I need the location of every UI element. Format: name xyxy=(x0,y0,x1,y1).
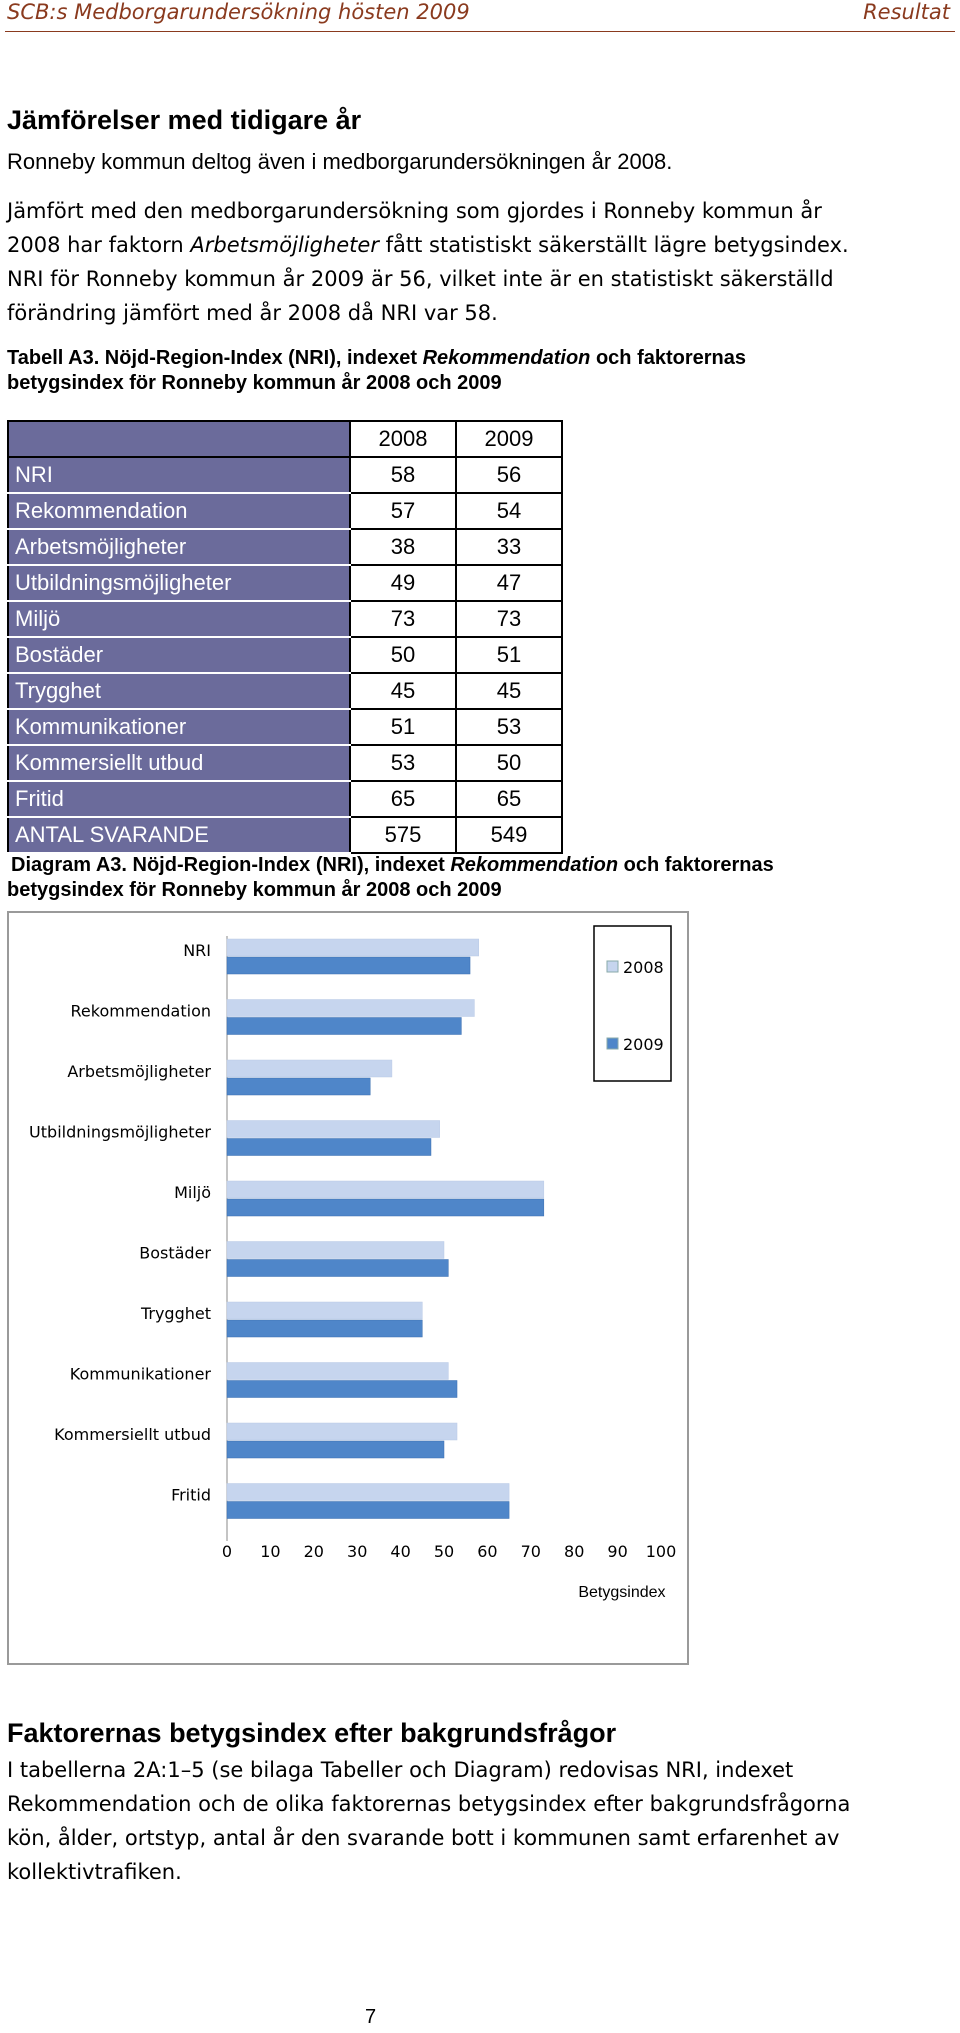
paragraph-line: kollektivtrafiken. xyxy=(7,1860,182,1884)
row-label: Utbildningsmöjligheter xyxy=(8,565,350,601)
value-2008: 51 xyxy=(350,709,456,745)
x-tick-label: 10 xyxy=(260,1542,281,1561)
bar-2009 xyxy=(227,1381,457,1398)
category-label: Arbetsmöjligheter xyxy=(67,1062,211,1081)
x-tick-label: 90 xyxy=(607,1542,628,1561)
bar-2008 xyxy=(227,1060,392,1077)
row-label: ANTAL SVARANDE xyxy=(8,817,350,853)
value-2009: 33 xyxy=(456,529,562,565)
value-2008: 50 xyxy=(350,637,456,673)
x-tick-label: 20 xyxy=(303,1542,324,1561)
bar-2008 xyxy=(227,1302,422,1319)
category-label: Bostäder xyxy=(139,1243,211,1263)
x-tick-label: 100 xyxy=(645,1542,677,1561)
bar-2008 xyxy=(227,1423,457,1440)
table-row xyxy=(8,601,562,637)
bar-2009 xyxy=(227,1139,431,1156)
value-2009: 47 xyxy=(456,565,562,601)
x-axis-label: Betygsindex xyxy=(578,1584,666,1601)
table-row xyxy=(8,745,562,781)
year-header: 2009 xyxy=(456,421,562,457)
section-heading: Jämförelser med tidigare år xyxy=(7,105,362,135)
header-rule xyxy=(5,31,955,32)
table-row xyxy=(8,673,562,709)
row-label: Bostäder xyxy=(8,637,350,673)
legend-label: 2009 xyxy=(623,1035,664,1054)
page-number: 7 xyxy=(365,2006,377,2028)
row-label: Kommunikationer xyxy=(8,709,350,745)
paragraph-line: I tabellerna 2A:1–5 (se bilaga Tabeller och Diagram) redovisas NRI, indexet xyxy=(7,1758,794,1782)
bar-2008 xyxy=(227,1484,509,1501)
x-tick-label: 50 xyxy=(433,1542,455,1561)
caption-text: Nöjd-Region-Index (NRI), indexet xyxy=(99,347,423,369)
x-tick-label: 30 xyxy=(347,1542,368,1561)
value-2009: 65 xyxy=(456,781,562,817)
paragraph-line xyxy=(7,228,849,262)
paragraph-line: NRI för Ronneby kommun år 2009 är 56, vilket inte är en statistiskt säkerställd xyxy=(7,267,834,291)
paragraph-line: Jämfört med den medborgarundersökning som gjordes i Ronneby kommun år xyxy=(7,199,822,223)
table-caption-line2: betygsindex för Ronneby kommun år 2008 och 2009 xyxy=(7,372,502,394)
bar-2009 xyxy=(227,1320,422,1337)
value-2009: 549 xyxy=(456,817,562,853)
nri-table xyxy=(7,420,563,854)
category-label: Kommunikationer xyxy=(69,1364,211,1384)
running-header xyxy=(0,0,960,30)
table-header-row xyxy=(8,421,562,457)
row-label: NRI xyxy=(8,457,350,493)
caption-text: och faktorernas xyxy=(618,854,774,876)
row-label: Arbetsmöjligheter xyxy=(8,529,350,565)
table-row xyxy=(8,457,562,493)
bar-2009 xyxy=(227,1199,544,1216)
table-row xyxy=(8,565,562,601)
category-label: Kommersiellt utbud xyxy=(54,1425,211,1444)
emphasis: Arbetsmöjligheter xyxy=(190,233,379,257)
chart-caption-line2: betygsindex för Ronneby kommun år 2008 och 2009 xyxy=(7,879,502,901)
table-row xyxy=(8,529,562,565)
year-header: 2008 xyxy=(350,421,456,457)
bar-2008 xyxy=(227,939,479,956)
row-label: Fritid xyxy=(8,781,350,817)
value-2008: 58 xyxy=(350,457,456,493)
caption-label: Tabell A3. xyxy=(7,347,100,369)
caption-text: och faktorernas xyxy=(590,347,747,369)
value-2008: 53 xyxy=(350,745,456,781)
bar-chart xyxy=(7,911,689,1665)
bar-2009 xyxy=(227,1018,461,1035)
caption-label: Diagram A3. xyxy=(11,854,127,876)
table-caption xyxy=(7,346,746,371)
bar-2008 xyxy=(227,1181,544,1198)
table-row xyxy=(8,817,562,853)
table-row xyxy=(8,637,562,673)
table-row xyxy=(8,781,562,817)
value-2008: 65 xyxy=(350,781,456,817)
value-2008: 38 xyxy=(350,529,456,565)
bar-2009 xyxy=(227,1441,444,1458)
bar-2008 xyxy=(227,1121,440,1138)
value-2009: 53 xyxy=(456,709,562,745)
caption-text: Nöjd-Region-Index (NRI), indexet xyxy=(126,854,451,876)
caption-emphasis: Rekommendation xyxy=(450,854,619,876)
paragraph-line: förändring jämfört med år 2008 då NRI var 58. xyxy=(7,301,498,325)
row-label: Kommersiellt utbud xyxy=(8,745,350,781)
paragraph-line: kön, ålder, ortstyp, antal år den svarande bott i kommunen samt erfarenhet av xyxy=(7,1826,840,1850)
category-label: Fritid xyxy=(171,1485,211,1505)
x-tick-label: 70 xyxy=(520,1542,541,1561)
row-label: Trygghet xyxy=(8,673,350,709)
value-2008: 45 xyxy=(350,673,456,709)
table-row xyxy=(8,709,562,745)
category-label: Trygghet xyxy=(140,1304,211,1323)
category-label: Rekommendation xyxy=(70,1001,211,1021)
bar-2009 xyxy=(227,1078,370,1095)
x-tick-label: 40 xyxy=(390,1542,411,1561)
row-label: Rekommendation xyxy=(8,493,350,529)
legend-box xyxy=(594,926,671,1081)
value-2009: 54 xyxy=(456,493,562,529)
legend-label: 2008 xyxy=(623,958,664,977)
table-row xyxy=(8,493,562,529)
x-tick-label: 80 xyxy=(564,1542,585,1561)
bar-2008 xyxy=(227,1363,448,1380)
category-label: NRI xyxy=(183,941,211,960)
header-section: Resultat xyxy=(863,0,950,24)
value-2008: 49 xyxy=(350,565,456,601)
text: fått statistiskt säkerställt lägre betygsindex. xyxy=(378,233,849,257)
category-label: Utbildningsmöjligheter xyxy=(29,1122,211,1142)
bar-2009 xyxy=(227,957,470,974)
section-heading-2: Faktorernas betygsindex efter bakgrundsfrågor xyxy=(7,1718,617,1748)
value-2008: 575 xyxy=(350,817,456,853)
x-tick-label: 0 xyxy=(221,1542,233,1561)
row-label: Miljö xyxy=(8,601,350,637)
bar-2009 xyxy=(227,1502,509,1519)
chart-caption xyxy=(11,853,774,878)
bar-2008 xyxy=(227,1000,474,1017)
header-title: SCB:s Medborgarundersökning hösten 2009 xyxy=(7,0,470,24)
value-2008: 73 xyxy=(350,601,456,637)
x-tick-label: 60 xyxy=(477,1542,498,1561)
paragraph-line: Rekommendation och de olika faktorernas betygsindex efter bakgrundsfrågorna xyxy=(7,1792,851,1816)
text: 2008 har faktorn xyxy=(7,233,191,257)
intro-text: Ronneby kommun deltog även i medborgarundersökningen år 2008. xyxy=(7,149,673,174)
caption-emphasis: Rekommendation xyxy=(422,347,591,369)
bar-2009 xyxy=(227,1260,448,1277)
value-2008: 57 xyxy=(350,493,456,529)
value-2009: 50 xyxy=(456,745,562,781)
category-label: Miljö xyxy=(174,1183,211,1202)
value-2009: 51 xyxy=(456,637,562,673)
header-blank-cell xyxy=(8,421,350,457)
value-2009: 45 xyxy=(456,673,562,709)
legend-swatch xyxy=(607,961,618,972)
bar-2008 xyxy=(227,1242,444,1259)
value-2009: 73 xyxy=(456,601,562,637)
legend-swatch xyxy=(607,1038,618,1049)
value-2009: 56 xyxy=(456,457,562,493)
